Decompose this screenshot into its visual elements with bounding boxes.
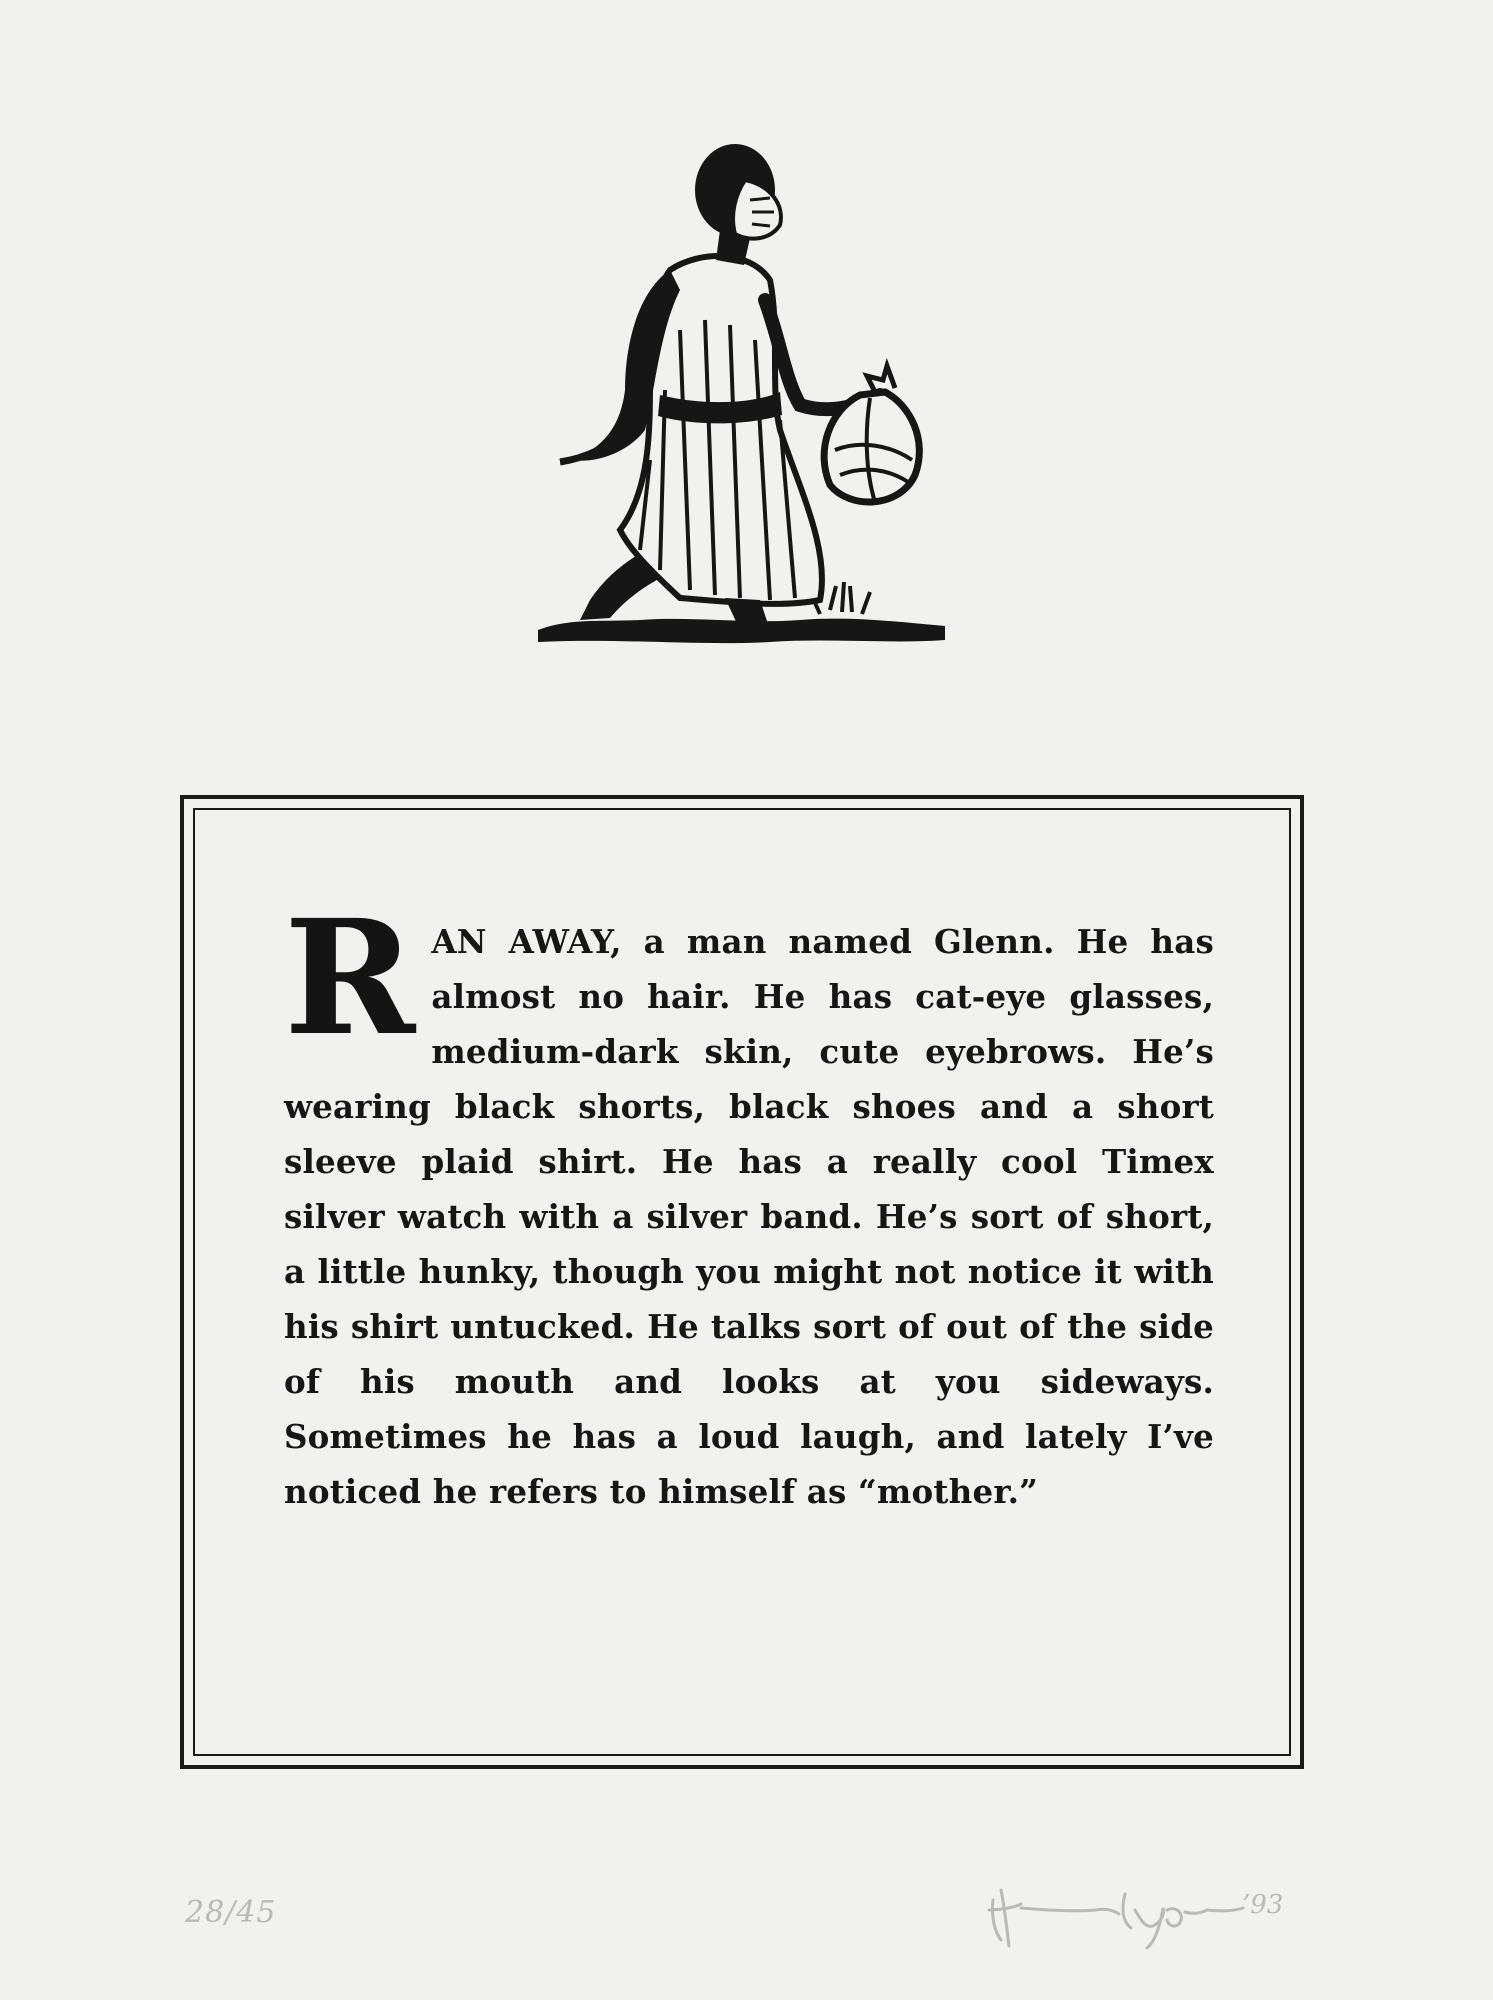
runaway-figure-icon	[530, 130, 970, 660]
signature-year: ’93	[1242, 1890, 1284, 1920]
text-frame	[180, 795, 1304, 1769]
edition-number: 28/45	[185, 1895, 277, 1930]
runaway-notice-text	[284, 886, 1214, 1519]
artist-signature	[985, 1880, 1285, 1950]
drop-cap: R	[284, 886, 414, 1071]
notice-body: AN AWAY, a man named Glenn. He has almost no hair. He has cat-eye glasses, medium-dark skin, cute eyebrows. He’s wearing black shorts, black shoes and a short sleeve plaid shirt. He has a really cool Timex silver watch with a silver band. He’s sort of short, a little hunky, though you might not notice it with his shirt untucked. He talks sort of out of the side of his mouth and looks at you sideways. Sometimes he has a loud laugh, and lately I’ve noticed he refers to himself as “mother.”	[284, 922, 1214, 1511]
